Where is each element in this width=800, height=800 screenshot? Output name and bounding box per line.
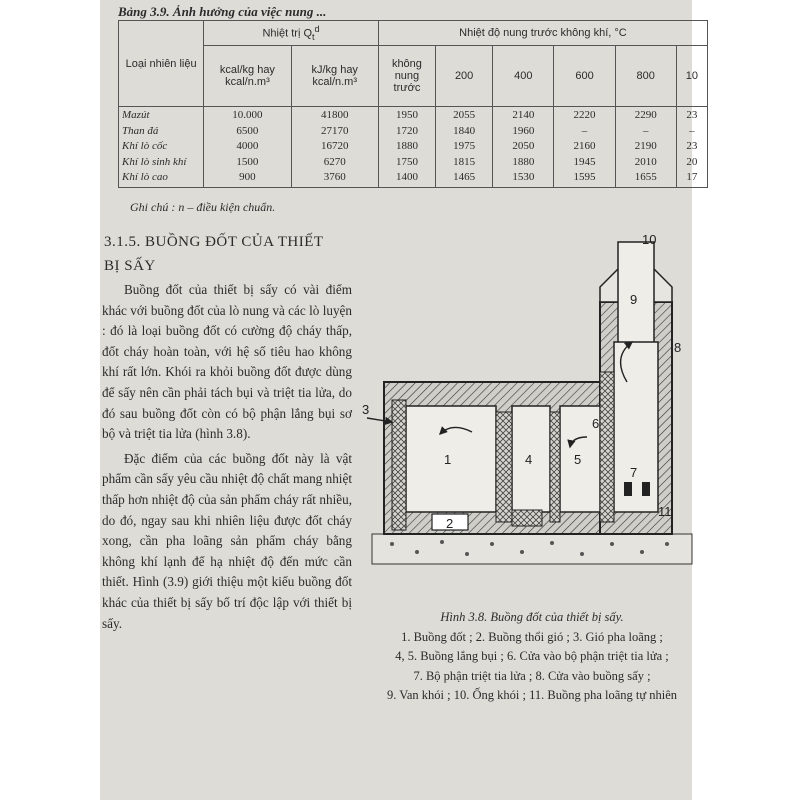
cell: 1530 (512, 171, 535, 183)
cell: 1595 (573, 171, 596, 183)
diagram-label: 1 (444, 452, 452, 467)
cell: 2055 (453, 109, 476, 121)
cell: 6270 (323, 155, 346, 168)
cell: Khí lò cốc (122, 140, 168, 152)
diagram-label: 8 (674, 340, 682, 355)
cell: 23 (686, 109, 698, 121)
diagram-label: 11 (658, 504, 672, 519)
cell: 1880 (512, 155, 535, 168)
cell: Khí lò cao (122, 171, 168, 183)
header-temp: 10 (676, 46, 707, 107)
header-temp: 200 (436, 46, 493, 107)
diagram-label: 10 (642, 232, 657, 247)
figure-legend-line: 9. Van khói ; 10. Ống khói ; 11. Buồng pha loãng tự nhiên (386, 688, 678, 702)
cell: 4000 (236, 140, 259, 152)
table-body (119, 107, 708, 188)
cell: 10.000 (232, 109, 263, 121)
cell: 1950 (395, 109, 418, 121)
cell: 2010 (634, 155, 657, 168)
section-title-line1: BUỒNG ĐỐT CỦA THIẾT (145, 234, 324, 250)
col-1000 (676, 107, 707, 188)
combustion-chamber-diagram (362, 232, 692, 602)
section-title-line2: BỊ SẤY (104, 258, 156, 274)
cell: 900 (239, 171, 256, 183)
cell: 1840 (453, 124, 476, 137)
cell: Khí lò sinh khí (122, 155, 187, 168)
header-temp: 400 (493, 46, 554, 107)
col-600 (554, 107, 615, 188)
cell: 17 (686, 171, 698, 183)
header-preheat: Nhiệt độ nung trước không khí, °C (378, 21, 707, 46)
cell: 1400 (395, 171, 418, 183)
cell: Than đá (122, 124, 159, 137)
cell: 2050 (512, 140, 535, 152)
cell: 1655 (634, 171, 657, 183)
cell: 20 (686, 155, 698, 168)
cell: 1465 (453, 171, 476, 183)
section-number: 3.1.5. (104, 234, 141, 250)
figure-legend-line: 7. Bộ phận triệt tia lửa ; 8. Cửa vào buồng sấy ; (413, 668, 651, 683)
cell: – (689, 124, 695, 137)
figure-legend-line: 4, 5. Buồng lắng bụi ; 6. Cửa vào bộ phận triệt tia lửa ; (395, 649, 669, 663)
header-temp: 600 (554, 46, 615, 107)
cell: 3760 (323, 171, 346, 183)
diagram-label: 9 (630, 292, 638, 307)
header-kcal: kcal/kg hay kcal/n.m³ (204, 46, 291, 107)
cell: 2140 (512, 109, 535, 121)
figure-legend-line: 1. Buồng đốt ; 2. Buồng thổi gió ; 3. Gió pha loãng ; (401, 629, 663, 644)
cell: 41800 (320, 109, 349, 121)
header-heating-value: Nhiệt trị $Q_t^d$ (204, 21, 379, 46)
table-caption: Bảng 3.9. Ảnh hưởng của việc nung ... (118, 4, 327, 19)
cell: 1960 (512, 124, 535, 137)
diagram-label: 4 (525, 452, 533, 467)
paragraph: Đặc điểm của các buồng đốt này là vật phẩm cần sấy yêu cầu nhiệt độ chất mang nhiệt thấp hơn nhiệt độ của sản phẩm cháy rất nhiều, do đó, ngay sau khi nhiên liệu được đốt cháy xong, cần pha loãng sản phẩm cháy bằng không khí lạnh để hạ nhiệt độ đến mức cần thiết. Hình (3.9) giới thiệu một kiểu buồng đốt khác của thiết bị sấy bố trí độc lập với thiết bị sấy. (102, 450, 352, 631)
col-400 (493, 107, 554, 188)
col-200 (436, 107, 493, 188)
cell: 1975 (453, 140, 476, 152)
col-no-preheat (378, 107, 435, 188)
diagram-label: 3 (362, 402, 370, 417)
header-temp: 800 (615, 46, 676, 107)
cell: 1945 (573, 155, 596, 168)
book-page (100, 0, 699, 800)
diagram-label: 7 (630, 465, 638, 480)
data-table (118, 20, 708, 188)
diagram-label: 6 (592, 416, 600, 431)
cell: 1720 (395, 124, 418, 137)
furnace-walls (372, 242, 692, 564)
col-fuel (119, 107, 204, 188)
cell: – (581, 124, 588, 137)
cell: 2220 (573, 109, 596, 121)
table-note: Ghi chú : n – điều kiện chuẩn. (130, 200, 276, 214)
col-800 (615, 107, 676, 188)
figure-title: Hình 3.8. Buồng đốt của thiết bị sấy. (440, 610, 624, 624)
cell: 2190 (634, 140, 657, 152)
cell: – (642, 124, 649, 137)
col-kj (291, 107, 378, 188)
header-kj: kJ/kg hay kcal/n.m³ (291, 46, 378, 107)
diagram-label: 2 (446, 516, 454, 531)
diagram-label: 5 (574, 452, 582, 467)
header-no-preheat: không nung trước (378, 46, 435, 107)
col-kcal (204, 107, 291, 188)
cell: Mazút (122, 109, 150, 121)
section-heading (104, 230, 354, 278)
body-text (102, 280, 352, 638)
figure-caption (362, 608, 702, 706)
cell: 6500 (236, 124, 259, 137)
cell: 1750 (395, 155, 418, 168)
header-fuel: Loại nhiên liệu (119, 21, 204, 107)
cell: 2160 (573, 140, 596, 152)
cell: 23 (686, 140, 698, 152)
cell: 1815 (453, 155, 476, 168)
cell: 16720 (320, 140, 349, 152)
cell: 2290 (634, 109, 657, 121)
cell: 1500 (236, 155, 259, 168)
paragraph: Buồng đốt của thiết bị sấy có vài điểm khác với buồng đốt của lò nung và các lò luyện : đó là loại buồng đốt có cường độ cháy thấp, đốt cháy hoàn toàn, với hệ số tiêu hao không khí rất lớn. Khói ra khỏi buồng đốt được dùng để sấy nên cần phải tách bụi và triệt tia lửa, do đó sau buồng đốt còn có bộ phận lắng bụi sơ bộ và triệt tia lửa (hình 3.8). (102, 282, 352, 442)
cell: 1880 (395, 140, 418, 152)
cell: 27170 (320, 124, 349, 137)
